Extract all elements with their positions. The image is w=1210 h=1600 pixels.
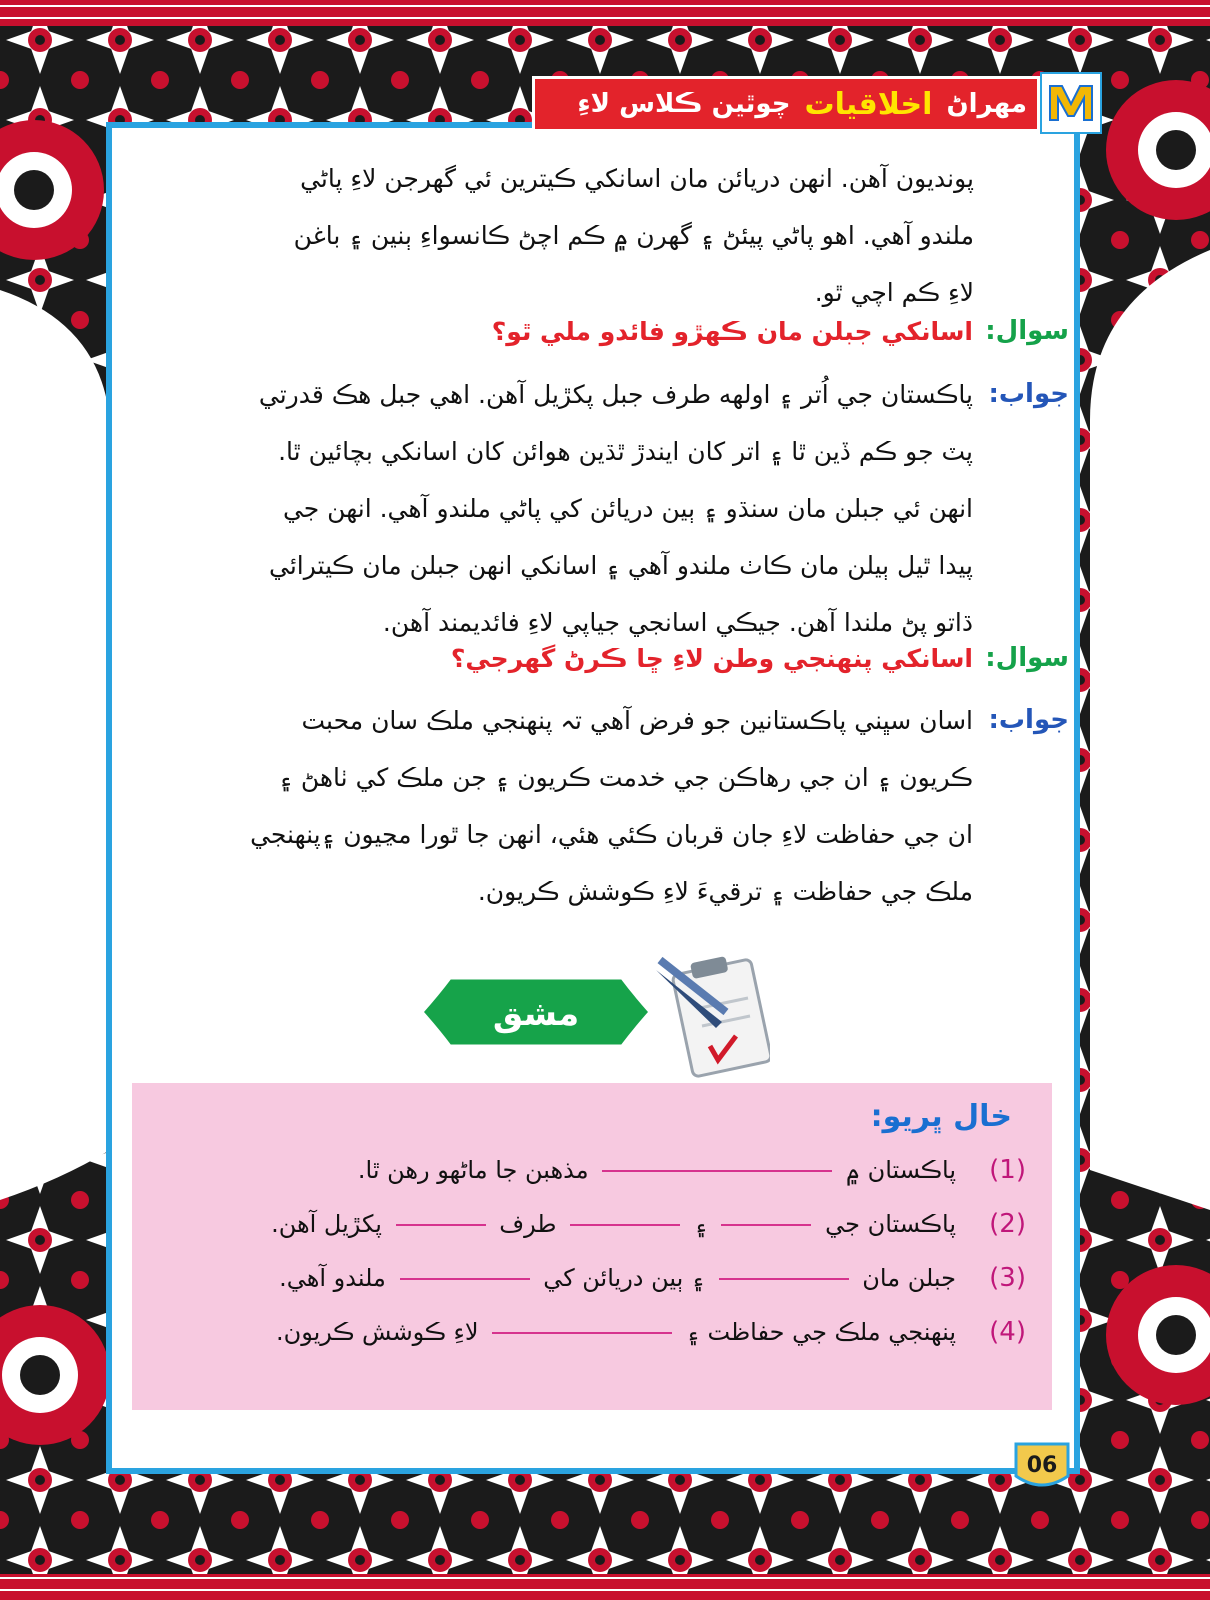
- blank-field[interactable]: [396, 1224, 486, 1226]
- item-text: ۽ ٻين دريائن کي: [543, 1264, 705, 1292]
- exercise-banner: [420, 970, 652, 1054]
- intro-line: لاءِ ڪم اچي ٿو.: [814, 278, 974, 307]
- answer-1: [134, 366, 1069, 651]
- item-line: [152, 1264, 956, 1292]
- fill-item-2: [152, 1209, 1026, 1239]
- answer-line: پٽ جو ڪم ڏين ٿا ۽ اتر کان ايندڙ ٿڌين هوائن کان اسانکي بچائين ٿا.: [278, 437, 973, 466]
- answer-text: [134, 692, 973, 920]
- header-brand: مهراڻ: [946, 89, 1027, 119]
- blank-field[interactable]: [721, 1224, 811, 1226]
- blank-field[interactable]: [492, 1332, 672, 1334]
- publisher-logo: [1040, 72, 1102, 134]
- answer-label: جواب:: [988, 379, 1069, 409]
- answer-label: جواب:: [988, 705, 1069, 735]
- item-number: (4): [989, 1317, 1026, 1347]
- header-class-label: چوٿين ڪلاس لاءِ: [577, 89, 791, 119]
- answer-text: [134, 366, 973, 651]
- item-text: ۽: [693, 1210, 708, 1238]
- item-line: [152, 1156, 956, 1184]
- item-number: (3): [989, 1263, 1026, 1293]
- answer-line: ان جي حفاظت لاءِ جان قربان ڪئي هئي، انهن جا ٿورا مڃيون ۽پنهنجي: [250, 820, 973, 849]
- item-line: [152, 1318, 956, 1346]
- page-header: [532, 76, 1040, 132]
- question-label: سوال:: [985, 316, 1069, 346]
- item-text: پکڙيل آهن.: [271, 1210, 382, 1238]
- item-number: (1): [989, 1155, 1026, 1185]
- item-text: پنهنجي ملڪ جي حفاظت ۽: [685, 1318, 956, 1346]
- blank-field[interactable]: [719, 1278, 849, 1280]
- item-text: لاءِ ڪوشش ڪريون.: [275, 1318, 479, 1346]
- item-text: طرف: [499, 1210, 557, 1238]
- answer-2: [134, 692, 1069, 920]
- logo-m-icon: [1044, 76, 1098, 130]
- fill-in-blanks-box: [132, 1083, 1052, 1410]
- blank-field[interactable]: [570, 1224, 680, 1226]
- intro-line: پونديون آهن. انهن دريائن مان اسانکي ڪيترين ئي گهرجن لاءِ پاڻي: [300, 164, 974, 193]
- item-text: ملندو آهي.: [279, 1264, 386, 1292]
- answer-line: اسان سڀني پاڪستانين جو فرض آهي تہ پنهنجي ملڪ سان محبت: [301, 706, 973, 735]
- fill-in-title: خال ڀريو:: [870, 1099, 1012, 1134]
- blank-field[interactable]: [602, 1170, 832, 1172]
- item-number: (2): [989, 1209, 1026, 1239]
- clipboard-pen-icon: [652, 948, 770, 1078]
- answer-line: پاڪستان جي اُتر ۽ اولهه طرف جبل پکڙيل آهن. اهي جبل هڪ قدرتي: [258, 380, 973, 409]
- intro-paragraph: [134, 150, 974, 321]
- answer-line: ڪريون ۽ ان جي رهاڪن جي خدمت ڪريون ۽ جن ملڪ کي ٺاهڻ ۽: [278, 763, 973, 792]
- answer-line: ملڪ جي حفاظت ۽ ترقيءَ لاءِ ڪوشش ڪريون.: [477, 877, 973, 906]
- question-text: اسانکي جبلن مان ڪهڙو فائدو ملي ٿو؟: [491, 317, 973, 346]
- fill-item-4: [152, 1317, 1026, 1347]
- answer-line: انهن ئي جبلن مان سنڌو ۽ ٻين دريائن کي پاڻي ملندو آهي. انهن جي: [282, 494, 973, 523]
- page-number-badge: [1012, 1440, 1072, 1492]
- question-text: اسانکي پنهنجي وطن لاءِ ڇا ڪرڻ گهرجي؟: [450, 644, 973, 673]
- answer-line: ڌاتو پڻ ملندا آهن. جيڪي اسانجي جياپي لاءِ فائديمند آهن.: [382, 608, 973, 637]
- item-line: [152, 1210, 956, 1238]
- item-text: پاڪستان ۾: [845, 1156, 956, 1184]
- blank-field[interactable]: [400, 1278, 530, 1280]
- fill-item-3: [152, 1263, 1026, 1293]
- question-label: سوال:: [985, 643, 1069, 673]
- question-1: [134, 303, 1069, 360]
- intro-line: ملندو آهي. اهو پاڻي پيئڻ ۽ گهرن ۾ ڪم اچڻ ڪانسواءِ ٻنين ۽ باغن: [293, 221, 974, 250]
- item-text: مذهبن جا ماڻهو رهن ٿا.: [357, 1156, 589, 1184]
- exercise-banner-label: مشق: [492, 994, 580, 1034]
- item-text: جبلن مان: [862, 1264, 956, 1292]
- page-number: 06: [1026, 1453, 1058, 1478]
- fill-item-1: [152, 1155, 1026, 1185]
- answer-line: پيدا ٿيل ٻيلن مان ڪاٺ ملندو آهي ۽ اسانکي انهن جبلن مان ڪيترائي: [269, 551, 973, 580]
- header-subject: اخلاقيات: [804, 86, 933, 122]
- item-text: پاڪستان جي: [825, 1210, 956, 1238]
- question-2: [134, 630, 1069, 687]
